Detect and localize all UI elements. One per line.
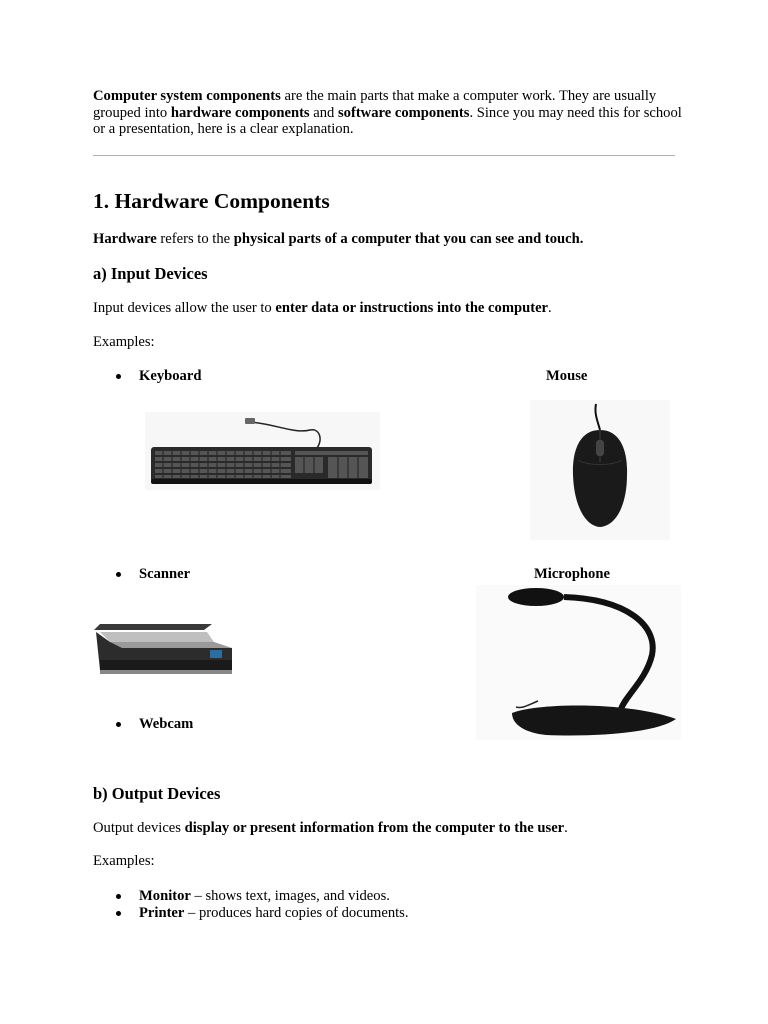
item-scanner-label: Scanner [139, 566, 191, 582]
item-webcam-label: Webcam [139, 716, 194, 732]
input-examples-label: Examples: [93, 334, 155, 350]
intro-text-1: are the main parts that make a computer work. They are usually grouped into [93, 88, 657, 121]
section-title-hardware: 1. Hardware Components [93, 189, 330, 213]
output-description [93, 820, 568, 837]
output-item-printer-name: Printer [139, 905, 185, 921]
input-desc-text-1: Input devices allow the user to [93, 300, 276, 316]
item-mouse-label: Mouse [546, 368, 588, 384]
intro-paragraph [93, 88, 693, 138]
heading-output-devices: b) Output Devices [93, 784, 221, 803]
output-item-printer-desc: – produces hard copies of documents. [184, 905, 409, 921]
hardware-def-bold: physical parts of a computer that you can see and touch. [233, 231, 584, 247]
output-item-monitor-name: Monitor [139, 888, 191, 904]
intro-text-3: . Since you may need this for school or a presentation, here is a clear explanation. [93, 104, 682, 137]
output-item-monitor [139, 888, 390, 905]
bullet [116, 722, 121, 727]
scanner-image [92, 620, 237, 678]
input-desc-text-2: . [548, 300, 552, 316]
bullet [116, 572, 121, 577]
output-item-monitor-desc: – shows text, images, and videos. [190, 888, 390, 904]
heading-input-devices: a) Input Devices [93, 264, 208, 283]
bullet [116, 911, 121, 916]
bullet [116, 894, 121, 899]
item-microphone-label: Microphone [534, 566, 610, 582]
output-desc-bold: display or present information from the computer to the user [184, 820, 565, 836]
input-desc-bold: enter data or instructions into the computer [275, 300, 549, 316]
output-desc-text-2: . [564, 820, 568, 836]
item-keyboard-label: Keyboard [139, 368, 202, 384]
microphone-image [476, 585, 681, 740]
intro-text-2: and [309, 104, 338, 121]
mouse-image [530, 400, 670, 540]
bullet [116, 374, 121, 379]
item-webcam [139, 716, 193, 733]
input-description [93, 300, 552, 317]
output-item-printer [139, 905, 409, 922]
keyboard-image [145, 412, 380, 490]
intro-term-hardware: hardware components [170, 104, 310, 121]
hardware-definition [93, 231, 583, 248]
intro-term-computer-system-components: Computer system components [93, 88, 281, 104]
output-desc-text-1: Output devices [93, 820, 185, 836]
output-examples-label: Examples: [93, 853, 155, 869]
item-keyboard [139, 368, 201, 385]
horizontal-rule [93, 155, 675, 156]
intro-term-software: software components [337, 104, 470, 121]
hardware-def-text: refers to the [156, 231, 234, 247]
hardware-term: Hardware [93, 231, 157, 247]
item-scanner [139, 566, 190, 583]
